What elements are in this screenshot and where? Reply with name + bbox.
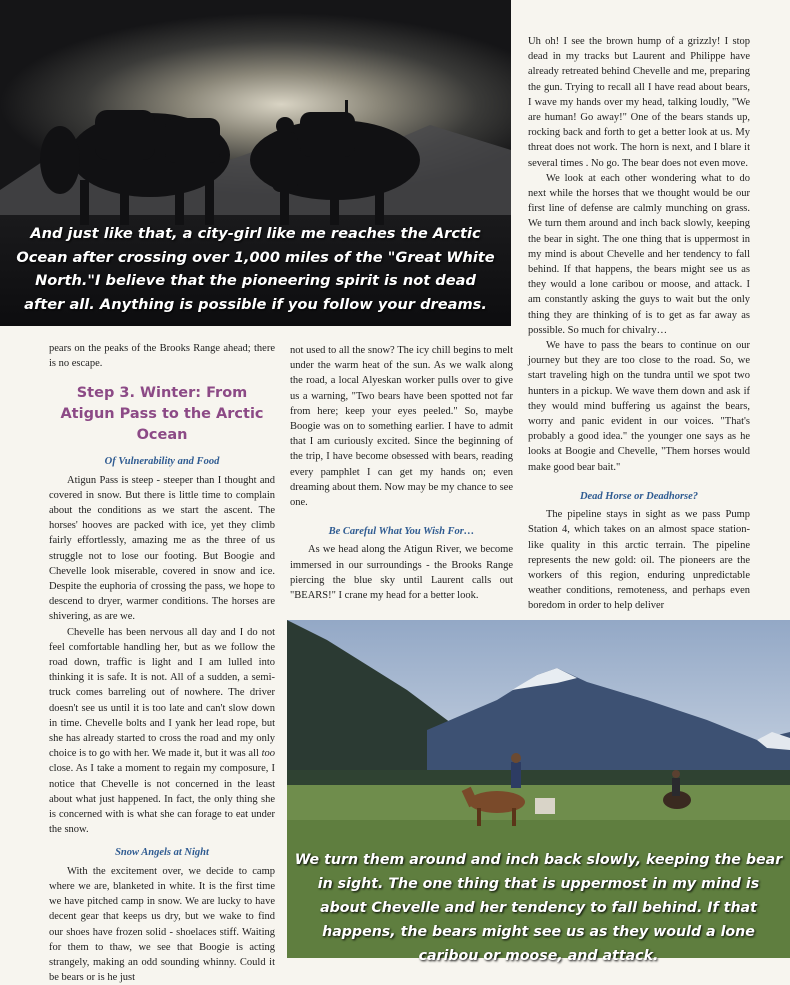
step-3-heading: Step 3. Winter: From Atigun Pass to the Arctic Ocean	[60, 385, 264, 444]
subheading-vulnerability: Of Vulnerability and Food	[104, 456, 220, 468]
paragraph-intro: pears on the peaks of the Brooks Range ahead; there is no escape.	[49, 343, 275, 370]
emphasis-too: too	[261, 748, 275, 760]
subheading-snow-angels: Snow Angels at Night	[115, 847, 209, 859]
article-column-1	[49, 341, 275, 985]
text-run: Chevelle has been nervous all day and I do not feel comfortable handling her, but as we follow the road down, traffic is light and I am lulled into thinking it is safe. It is not. All of a sudden, a semi-truck comes barreling out of nowhere. The driver doesn't see us until it is too late and can't slow down in time. Chevelle bolts and I yank her lead rope, but she has already started to cross the road and my only choice is to go with her. We made it, but it was all	[49, 626, 275, 760]
photo-riders-meadow	[287, 620, 790, 964]
article-column-2	[290, 343, 513, 603]
paragraph-semi-truck	[49, 625, 275, 838]
subheading-be-careful: Be Careful What You Wish For…	[328, 526, 475, 538]
subheading-deadhorse: Dead Horse or Deadhorse?	[579, 490, 699, 502]
text-run: close. As I take a moment to regain my composure, I notice that Chevelle is not concerned in the least about what just happened. In fact, the only thing she is concerned with is what she can forage to eat under the snow.	[49, 763, 275, 836]
paragraph-grizzly: Uh oh! I see the brown hump of a grizzly! I stop dead in my tracks but Laurent and Philippe have already retreated behind Chevelle and me, preparing the gun. Trying to recall all I have read about bears, I wave my hands over my head, talking loudly, "We are human! Go away!" One of the bears stands up, rocking back and forth to get a better look at us. My threat does not work. The horn is next, and I blare it several times . No go. The bear does not even move.	[528, 36, 750, 169]
photo-caption-top: And just like that, a city-girl like me reaches the Arctic Ocean after crossing over 1,000 miles of the "Great White North."I believe that the pioneering spirit is not dead after all. Anything is possible if you follow your dreams.	[16, 225, 495, 313]
paragraph-atigun-river: As we head along the Atigun River, we become immersed in our surroundings - the Brooks Range piercing the blue sky until Laurent calls out "BEARS!" I crane my head for a better look.	[290, 544, 513, 602]
photo-pack-horses-silhouette	[0, 0, 511, 326]
photo-caption-bottom: We turn them around and inch back slowly, keeping the bear in sight. The one thing that is uppermost in my mind is about Chevelle and her tendency to fall behind. If that happens, the bears might see us as they would a lone caribou or moose, and attack.	[294, 852, 783, 964]
paragraph-hunters: We have to pass the bears to continue on our journey but they are too close to the road. So, we start traveling high on the tundra until we spot two hunters in a pickup. We wave them down and ask if they would mind buffering us against the bears, worry and panic evident in our voices. "That's probably a good idea." the younger one says as he looks at Boogie and Chevelle, "Them horses would make good bear bait."	[528, 340, 750, 473]
paragraph-camp-snow: With the excitement over, we decide to camp where we are, blanketed in white. It is the first time we have pitched camp in snow. We are lucky to have decent gear that keeps us dry, but we wake to find our shoes have frozen solid - shoelaces stiff. Waiting for them to thaw, we see that Boogie is acting strangely, making an odd sounding whinny. Could it be bears or is he just	[49, 865, 275, 984]
paragraph-first-defense: We look at each other wondering what to do next while the horses that we thought would be our first line of defense are calmly munching on grass. We turn them around and inch back slowly, keeping the bear in sight. The one thing that is uppermost in my mind is about Chevelle and her tendency to fall behind. If that happens, the bears might see us as they would a lone caribou or moose, and attack. I am constantly asking the guys to wait but the only thing they are thinking of is to get as far away as possible. So much for chivalry…	[528, 172, 750, 336]
paragraph-bear-warning: not used to all the snow? The icy chill begins to melt under the warm heat of the sun. As we walk along the road, a local Alyeskan worker pulls over to give us a warning, "Two bears have been spotted not far from here; keep your eyes peeled." So, maybe Boogie was on to something earlier. I have to admit that I am curiously excited. Since the beginning of the trip, I have become obsessed with bears, reading every pamphlet I can get my hands on; even dreaming about them. Now may be my chance to see one.	[290, 345, 513, 509]
article-column-3	[528, 34, 750, 614]
paragraph-atigun-pass: Atigun Pass is steep - steeper than I thought and covered in snow. But there is little time to complain about the conditions as we start the ascent. The horses' hooves are packed with ice, yet they climb fairly effortlessly, amazing me as the three of us struggle not to lose our footing. But Boogie and Chevelle look miserable, covered in snow and ice. Despite the euphoria of crossing the pass, we hope to descend to dryer, warmer conditions. The horses are shivering, as are we.	[49, 474, 275, 623]
paragraph-pipeline: The pipeline stays in sight as we pass Pump Station 4, which takes on an almost space station-like quality in this arctic terrain. The pipeline represents the new gold: oil. The pioneers are the workers of this region, enduring unpredictable weather conditions, remoteness, and perhaps even boredom in order to help deliver	[528, 509, 750, 612]
